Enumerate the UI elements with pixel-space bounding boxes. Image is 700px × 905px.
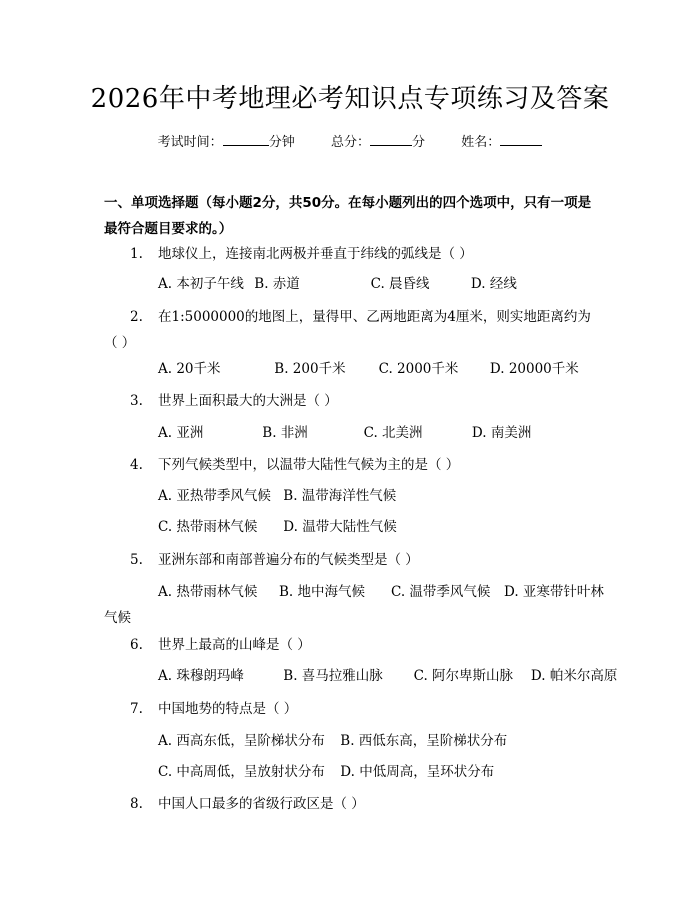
question-text: 中国地势的特点是（ ） [158,701,298,717]
question-number: 6. [130,637,143,653]
option-a[interactable]: A. 20千米 [158,361,221,377]
question-7-options-row-2 [158,759,608,785]
document-title: 2026年中考地理必考知识点专项练习及答案 [90,84,610,114]
question-text: 中国人口最多的省级行政区是（ ） [158,796,365,812]
option-d[interactable]: D. 帕米尔高原 [530,668,618,684]
option-a[interactable]: A. 珠穆朗玛峰 [158,668,244,684]
question-3 [104,388,604,414]
question-number: 7. [130,701,143,717]
question-number: 4. [130,457,143,473]
option-a[interactable]: A. 亚洲 [158,425,204,441]
option-b[interactable]: B. 西低东高，呈阶梯状分布 [340,733,508,749]
total-score-unit: 分 [412,135,426,150]
question-number: 1. [130,246,143,262]
question-text: 世界上面积最大的大洲是（ ） [158,393,338,409]
question-2 [104,304,604,356]
question-7-options-row-1 [158,728,608,754]
option-a[interactable]: A. 本初子午线 [158,276,244,292]
question-text: 世界上最高的山峰是（ ） [158,637,311,653]
total-score-blank [370,131,412,146]
option-c[interactable]: C. 热带雨林气候 [158,519,258,535]
exam-meta-line [0,131,700,153]
student-name-field [461,131,542,153]
question-number: 5. [130,552,143,568]
exam-time-field [158,131,295,153]
option-b[interactable]: B. 200千米 [274,361,346,377]
question-text: 在1:5000000的地图上，量得甲、乙两地距离为4厘米，则实地距离约为（ ） [104,309,591,351]
question-8 [104,791,604,817]
option-a[interactable]: A. 亚热带季风气候 [158,488,271,504]
option-d[interactable]: D. 20000千米 [489,361,579,377]
option-b[interactable]: B. 温带海洋性气候 [283,488,397,504]
option-a[interactable]: A. 热带雨林气候 [158,584,258,600]
option-d[interactable]: D. 亚寒带针叶林气候 [104,584,604,626]
section-heading: 一、单项选择题（每小题2分，共50分。在每小题列出的四个选项中，只有一项是最符合题目要求的。） [104,195,592,237]
question-2-options [158,356,608,382]
student-name-blank [500,131,542,146]
option-c[interactable]: C. 温带季风气候 [391,584,491,600]
option-b[interactable]: B. 非洲 [262,425,308,441]
question-4-options-row-2 [158,514,608,540]
option-c[interactable]: C. 晨昏线 [370,276,430,292]
question-1-options [158,271,608,297]
question-6 [104,632,604,658]
option-c[interactable]: C. 北美洲 [363,425,423,441]
option-c[interactable]: C. 2000千米 [378,361,459,377]
option-a[interactable]: A. 西高东低，呈阶梯状分布 [158,733,325,749]
option-d[interactable]: D. 南美洲 [471,425,532,441]
exam-time-blank [223,131,269,146]
question-text: 亚洲东部和南部普遍分布的气候类型是（ ） [158,552,419,568]
question-number: 3. [130,393,143,409]
option-b[interactable]: B. 喜马拉雅山脉 [283,668,383,684]
question-6-options [158,663,618,689]
question-number: 2. [130,309,143,325]
total-score-field [331,131,425,153]
option-b[interactable]: B. 地中海气候 [279,584,366,600]
student-name-label: 姓名： [461,135,501,150]
question-1 [104,241,604,267]
question-5-options [104,579,604,631]
option-c[interactable]: C. 中高周低，呈放射状分布 [158,764,325,780]
question-5 [104,547,604,573]
question-number: 8. [130,796,143,812]
option-b[interactable]: B. 赤道 [254,276,300,292]
exam-time-label: 考试时间： [157,135,223,150]
question-4 [104,452,604,478]
question-text: 下列气候类型中，以温带大陆性气候为主的是（ ） [158,457,460,473]
total-score-label: 总分： [330,135,370,150]
option-d[interactable]: D. 温带大陆性气候 [283,519,397,535]
option-d[interactable]: D. 经线 [470,276,517,292]
question-7 [104,696,604,722]
question-4-options-row-1 [158,483,608,509]
option-d[interactable]: D. 中低周高，呈环状分布 [340,764,495,780]
option-c[interactable]: C. 阿尔卑斯山脉 [413,668,514,684]
question-3-options [158,420,608,446]
question-text: 地球仪上，连接南北两极并垂直于纬线的弧线是（ ） [158,246,473,262]
exam-time-unit: 分钟 [268,135,295,150]
